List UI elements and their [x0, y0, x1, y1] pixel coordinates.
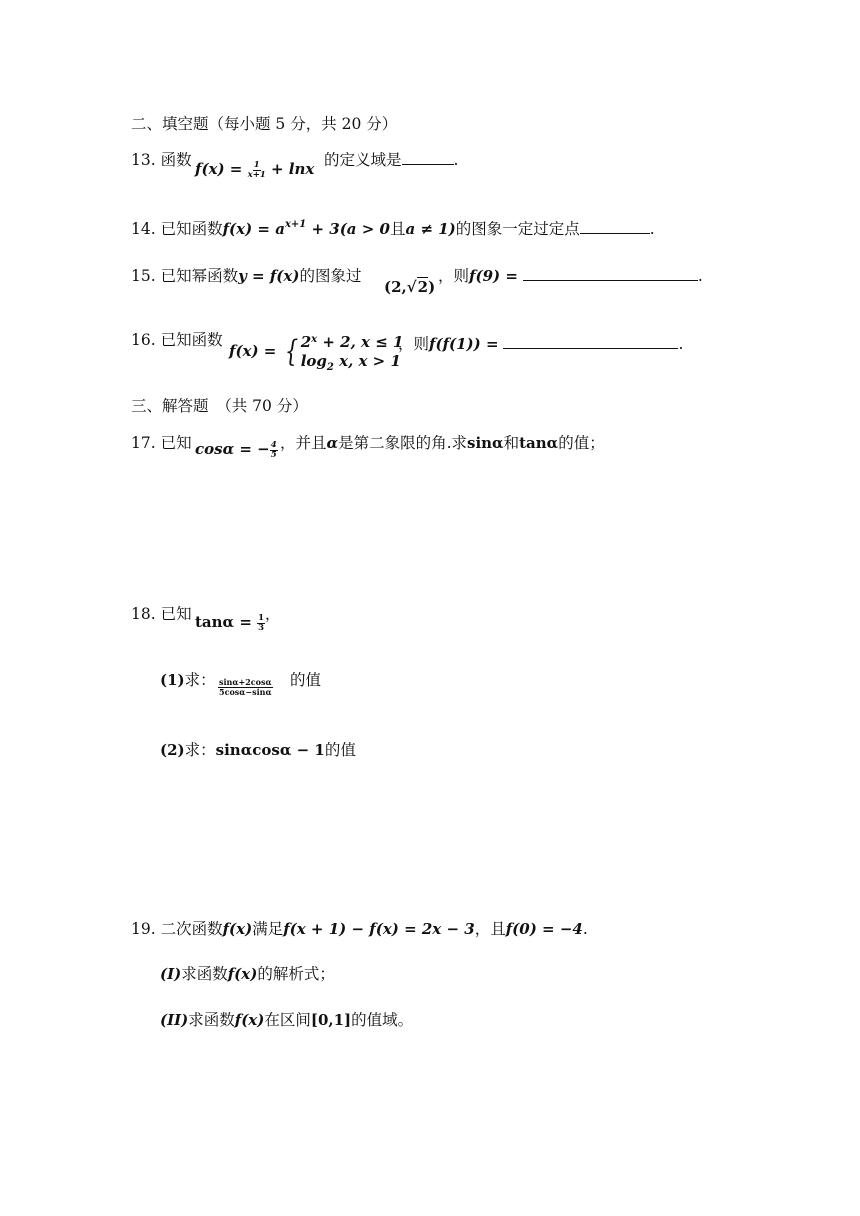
- question-number: 15.: [131, 267, 156, 285]
- question-19: 19. 二次函数f(x)满足f(x + 1) − f(x) = 2x − 3，且f(0) = −4.: [131, 920, 588, 938]
- part-label: (II): [160, 1011, 189, 1029]
- brace: {: [284, 333, 298, 369]
- q19-part-1: (I)求函数f(x)的解析式；: [160, 965, 335, 983]
- question-number: 18.: [131, 605, 156, 623]
- cases: 2$^x$ + 2, x ≤ 1 $\log_2 x$, x > 1: [300, 333, 404, 373]
- section-3-title: 三、解答题 （共 70 分）: [131, 397, 308, 415]
- q18-p1-suffix: 的值: [290, 671, 322, 689]
- part-label: (2): [160, 741, 185, 759]
- question-number: 16.: [131, 331, 156, 349]
- question-number: 19.: [131, 920, 156, 938]
- q17-text: ，并且α是第二象限的角.求sinα和tanα的值；: [280, 434, 605, 452]
- question-15: 15. 已知幂函数y = f(x)的图象过: [131, 267, 362, 285]
- q18-formula: tanα = $\frac{1}{3}$ ，: [195, 605, 281, 633]
- q13-text: 的定义域是 .: [324, 151, 459, 169]
- answer-blank: [523, 280, 698, 281]
- question-number: 17.: [131, 434, 156, 452]
- q18-p1-fraction: $\frac{\sin\alpha+2\cos\alpha}{5\cos\alpha-\sin\alpha}$: [219, 677, 272, 697]
- q19-part-2: (II)求函数f(x)在区间[0,1]的值域。: [160, 1011, 414, 1029]
- q13-formula: f(x) = $\frac{1}{x+1}$ + lnx: [195, 159, 315, 180]
- answer-blank: [402, 164, 454, 165]
- question-number: 14.: [131, 220, 156, 238]
- question-16: 16. 已知函数: [131, 331, 223, 349]
- question-18: 18. 已知: [131, 605, 192, 623]
- question-17: 17. 已知: [131, 434, 192, 452]
- q17-formula: cosα = − $\frac{4}{5}$: [195, 439, 277, 460]
- part-label: (I): [160, 965, 182, 983]
- q18-part-1: (1)求：: [160, 671, 216, 689]
- part-label: (1): [160, 671, 185, 689]
- question-13: 13. 函数: [131, 151, 192, 169]
- q15-text: ，则f(9) = .: [438, 267, 703, 285]
- section-2-title: 二、填空题（每小题 5 分，共 20 分）: [131, 115, 398, 133]
- fraction: $\frac{1}{x+1}$: [247, 159, 266, 180]
- answer-blank: [580, 233, 650, 234]
- q14-formula: $f(x) = a^{x+1} + 3(a > 0$: [222, 219, 390, 238]
- question-number: 13.: [131, 151, 156, 169]
- answer-blank: [503, 348, 678, 349]
- q16-piecewise: f(x) = { 2$^x$ + 2, x ≤ 1 $\log_2 x$, x > 1: [229, 333, 404, 373]
- q16-text: ，则f(f(1)) = .: [398, 335, 684, 353]
- question-14: 14. 已知函数$f(x) = a^{x+1} + 3(a > 0$且a ≠ 1)的图象一定过定点 .: [131, 219, 655, 238]
- q18-part-2: (2)求：sinαcosα − 1的值: [160, 741, 356, 759]
- q15-point: (2,√2): [384, 278, 436, 296]
